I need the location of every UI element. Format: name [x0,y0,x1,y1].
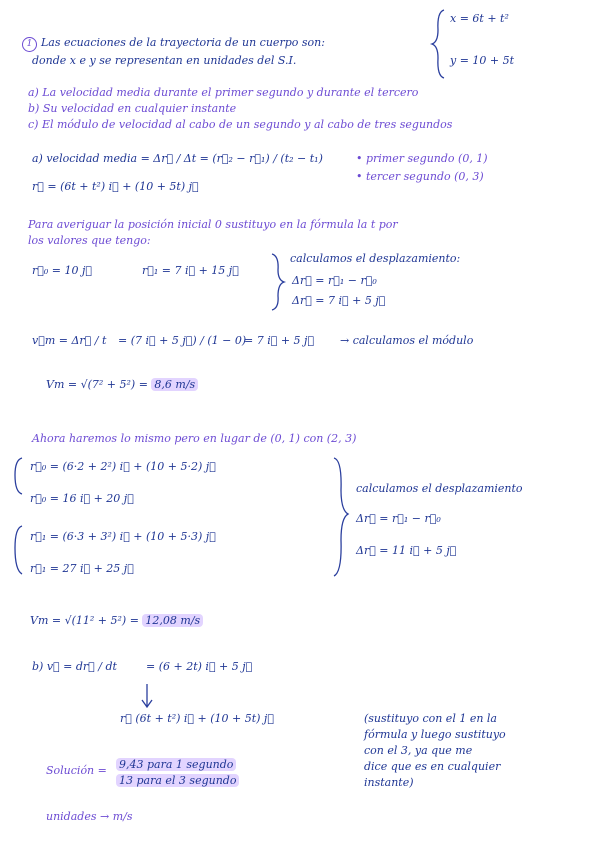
note-line1: (sustituyo con el 1 en la [364,712,497,725]
problem-statement-text: Las ecuaciones de la trayectoria de un cuerpo son: [41,36,325,49]
position-substitution: r⃗ (6t + t²) i⃗ + (10 + 5t) j⃗ [120,712,274,725]
vm-calc-mid: = (7 i⃗ + 5 j⃗) / (1 − 0) [118,334,247,347]
solution-3-second: 13 para el 3 segundo [116,774,239,787]
problem-statement-line2: donde x e y se representan en unidades del S.I. [32,54,297,67]
note-first-second: • primer segundo (0, 1) [356,152,488,165]
velocity-result: = (6 + 2t) i⃗ + 5 j⃗ [146,660,253,673]
r0-bracket [15,458,22,494]
r1-b-line2: r⃗₁ = 27 i⃗ + 25 j⃗ [30,562,134,575]
equation-y: y = 10 + 5t [450,54,515,67]
displacement-line1: Δr⃗ = r⃗₁ − r⃗₀ [292,274,377,287]
units-line: unidades → m/s [46,810,133,823]
note-line5: instante) [364,776,414,789]
vm-formula: a) velocidad media = Δr⃗ / Δt = (r⃗₂ − r⃗₁) / (t₂ − t₁) [32,152,323,165]
down-arrow [142,684,152,707]
vm2-modulus [30,614,203,627]
displacement-line3: Δr⃗ = r⃗₁ − r⃗₀ [356,512,441,525]
r0-b-line1: r⃗₀ = (6·2 + 2²) i⃗ + (10 + 5·2) j⃗ [30,460,216,473]
velocity-derivative: b) v⃗ = dr⃗ / dt [32,660,117,673]
displacement-brace [272,254,284,310]
position-equation: r⃗ = (6t + t²) i⃗ + (10 + 5t) j⃗ [32,180,199,193]
displacement-title-2: calculamos el desplazamiento [356,482,523,495]
solution-line1 [116,758,236,771]
solution-label: Solución = [46,764,107,777]
solution-line2 [116,774,239,787]
displacement-title: calculamos el desplazamiento: [290,252,461,265]
vm-modulus-expr: Vm = √(7² + 5²) = [46,378,148,391]
r0-value: r⃗₀ = 10 j⃗ [32,264,92,277]
now-same-text: Ahora haremos lo mismo pero en lugar de (0, 1) con (2, 3) [32,432,357,445]
r1-bracket [15,526,22,574]
vm2-expr: Vm = √(11² + 5²) = [30,614,139,627]
vm-modulus [46,378,198,391]
header-brace [432,10,444,78]
vm2-result: 12,08 m/s [142,614,203,627]
note-line2: fórmula y luego sustituyo [364,728,506,741]
problem-number: 1 [22,37,37,52]
note-third-second: • tercer segundo (0, 3) [356,170,484,183]
vm-calc-arrow: → calculamos el módulo [340,334,474,347]
question-a: a) La velocidad media durante el primer segundo y durante el tercero [28,86,419,99]
instruction-line1: Para averiguar la posición inicial 0 sustituyo en la fórmula la t por [28,218,398,231]
instruction-line2: los valores que tengo: [28,234,151,247]
note-line3: con el 3, ya que me [364,744,473,757]
displacement-line4: Δr⃗ = 11 i⃗ + 5 j⃗ [356,544,457,557]
right-brace [334,458,348,576]
displacement-line2: Δr⃗ = 7 i⃗ + 5 j⃗ [292,294,386,307]
vm-calc-left: v⃗m = Δr⃗ / t [32,334,107,347]
vm-calc-right: = 7 i⃗ + 5 j⃗ [244,334,315,347]
r1-b-line1: r⃗₁ = (6·3 + 3²) i⃗ + (10 + 5·3) j⃗ [30,530,216,543]
solution-1-second: 9,43 para 1 segundo [116,758,236,771]
r1-value: r⃗₁ = 7 i⃗ + 15 j⃗ [142,264,239,277]
r0-b-line2: r⃗₀ = 16 i⃗ + 20 j⃗ [30,492,134,505]
equation-x: x = 6t + t² [450,12,509,25]
vm-result: 8,6 m/s [151,378,198,391]
note-line4: dice que es en cualquier [364,760,501,773]
question-c: c) El módulo de velocidad al cabo de un segundo y al cabo de tres segundos [28,118,453,131]
question-b: b) Su velocidad en cualquier instante [28,102,237,115]
problem-statement-line1 [22,36,325,52]
